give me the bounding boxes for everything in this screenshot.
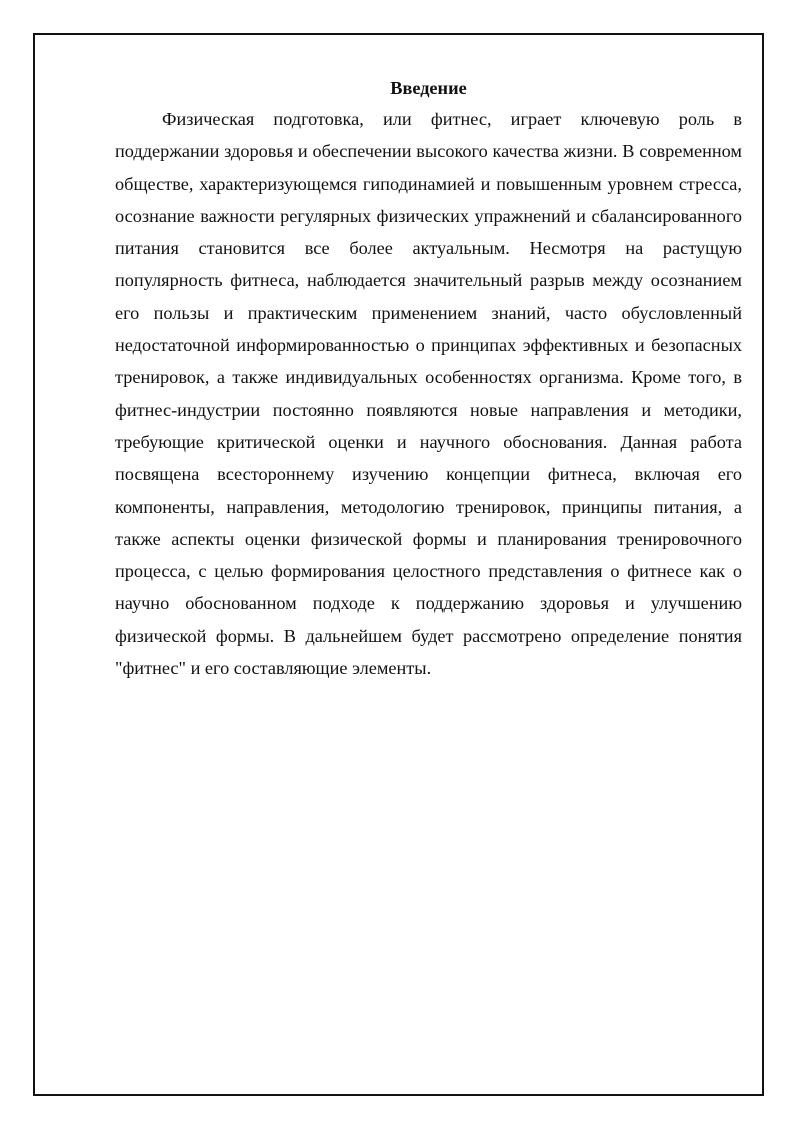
introduction-paragraph: Физическая подготовка, или фитнес, играет ключевую роль в поддержании здоровья и обеспечении высокого качества жизни. В современном обществе, характеризующемся гиподинамией и повышенным уровнем стресса, осознание важности регулярных физических упражнений и сбалансированного питания становится все более актуальным. Несмотря на растущую популярность фитнеса, наблюдается значительный разрыв между осознанием его пользы и практическим применением знаний, часто обусловленный недостаточной информированностью о принципах эффективных и безопасных тренировок, а также индивидуальных особенностях организма. Кроме того, в фитнес-индустрии постоянно появляются новые направления и методики, требующие критической оценки и научного обоснования. Данная работа посвящена всестороннему изучению концепции фитнеса, включая его компоненты, направления, методологию тренировок, принципы питания, а также аспекты оценки физической формы и планирования тренировочного процесса, с целью формирования целостного представления о фитнесе как о научно обоснованном подходе к поддержанию здоровья и улучшению физической формы. В дальнейшем будет рассмотрено определение понятия "фитнес" и его составляющие элементы. — [115, 109, 742, 679]
document-body — [115, 75, 742, 684]
document-title: Введение — [390, 78, 467, 98]
